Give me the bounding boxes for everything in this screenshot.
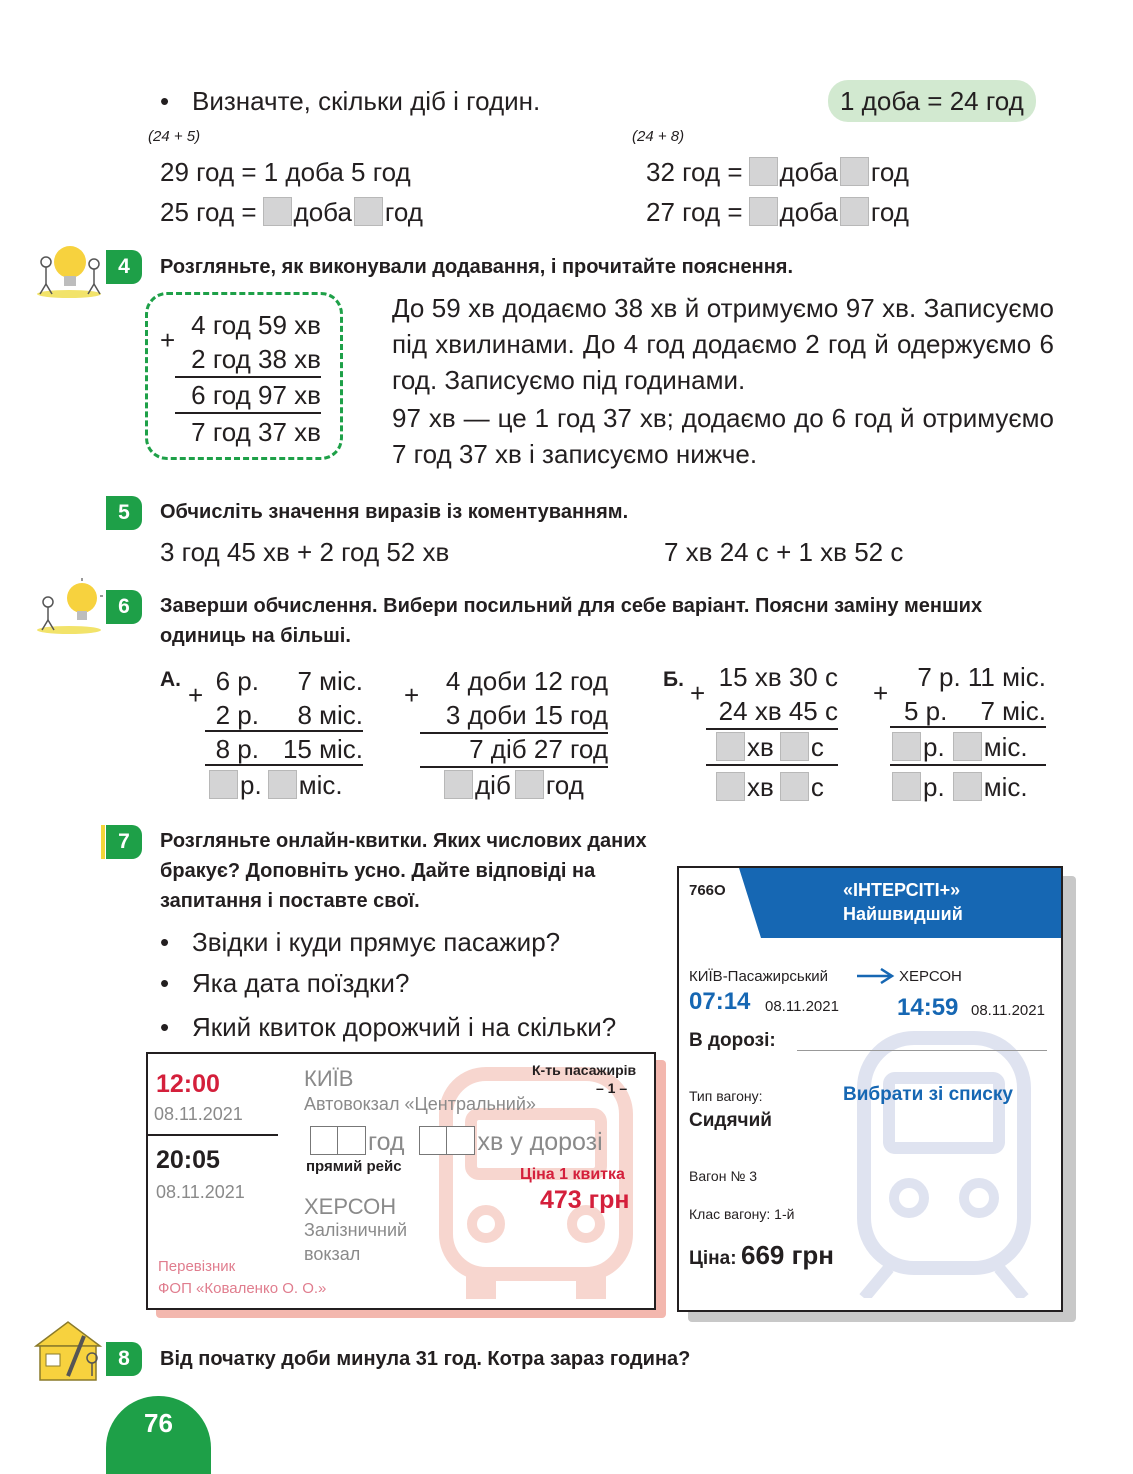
bus-to-station-2: вокзал xyxy=(304,1244,361,1264)
intro-right-line2: 27 год = доба год xyxy=(646,197,909,227)
answer-box[interactable] xyxy=(716,732,745,761)
expression-2: 7 хв 24 с + 1 хв 52 с xyxy=(664,537,904,567)
sum-intermediate: 6 год 97 хв xyxy=(175,378,321,414)
task5-title: Обчисліть значення виразів із коментуванням. xyxy=(160,501,629,523)
bus-ticket xyxy=(146,1052,656,1310)
answer-box[interactable] xyxy=(892,732,921,761)
lightbulb-team-icon xyxy=(34,240,104,303)
train-departure-time: 07:14 xyxy=(689,988,751,1015)
b1-row3: хв с xyxy=(706,730,838,766)
variant-a-label: А. xyxy=(160,668,181,691)
task-number-8: 8 xyxy=(106,1342,142,1376)
intro-instruction: • Визначте, скільки діб і годин. xyxy=(160,84,540,118)
a1-answer: р. міс. xyxy=(207,768,343,802)
answer-box[interactable] xyxy=(716,772,745,801)
task7-title: Розгляньте онлайн-квитки. Яких числових даних бракує? Доповніть усно. Дайте відповіді на запитання і поставте свої. xyxy=(160,830,647,912)
a2-row1: 4 доби 12 год xyxy=(445,666,608,696)
bus-to-city: ХЕРСОН xyxy=(304,1194,397,1219)
task-number-4: 4 xyxy=(106,250,142,284)
answer-box[interactable] xyxy=(444,770,473,799)
b2-row3: р. міс. xyxy=(890,730,1046,766)
addend-1: 4 год 59 хв xyxy=(191,310,321,340)
car-type-label: Тип вагону: xyxy=(689,1088,763,1104)
answer-box[interactable] xyxy=(419,1126,448,1155)
b1-row1: 15 хв 30 с xyxy=(718,662,838,692)
task6-title: Заверши обчислення. Вибери посильний для себе варіант. Поясни заміну менших одиниць на більші. xyxy=(160,595,983,647)
train-arrival-date: 08.11.2021 xyxy=(971,1002,1045,1019)
hint-right: (24 + 8) xyxy=(632,128,685,145)
explanation-1: До 59 хв додаємо 38 хв й отримуємо 97 хв. Записуємо під хвилинами. До 4 год додаємо 2 год й одержуємо 6 год. Записуємо під годинами. xyxy=(392,293,1054,395)
answer-box[interactable] xyxy=(263,197,292,226)
answer-box[interactable] xyxy=(310,1126,339,1155)
b1-row2: 24 хв 45 с xyxy=(706,694,838,730)
answer-box[interactable] xyxy=(780,772,809,801)
b1-answer: хв с xyxy=(706,770,838,804)
b2-row2: 5 р. 7 міс. xyxy=(890,694,1046,728)
plus-sign: + xyxy=(873,678,889,708)
explanation-2: 97 хв — це 1 год 37 хв; додаємо до 6 год й отримуємо 7 год 37 хв і записуємо нижче. xyxy=(392,403,1054,469)
expression-1: 3 год 45 хв + 2 год 52 хв xyxy=(160,537,450,567)
addend-2: 2 год 38 хв xyxy=(175,342,321,378)
answer-box[interactable] xyxy=(446,1126,475,1155)
bus-from-city: КИЇВ xyxy=(304,1066,354,1091)
answer-box[interactable] xyxy=(953,732,982,761)
bus-departure-time: 12:00 xyxy=(156,1070,220,1098)
question-2: • Яка дата поїздки? xyxy=(160,966,409,1000)
answer-box[interactable] xyxy=(209,770,238,799)
a2-row3: 7 діб 27 год xyxy=(420,732,608,768)
travel-duration: год хв у дорозі xyxy=(308,1126,603,1157)
task-number-6: 6 xyxy=(106,590,142,624)
task8-title: Від початку доби минула 31 год. Котра зараз година? xyxy=(160,1348,691,1370)
passengers-label: К-ть пасажирів xyxy=(532,1062,637,1078)
answer-box[interactable] xyxy=(749,197,778,226)
bus-price-label: Ціна 1 квитка xyxy=(520,1166,625,1183)
train-category: Найшвидший xyxy=(843,904,963,924)
passengers-value: – 1 – xyxy=(596,1080,628,1096)
car-number: Вагон № 3 xyxy=(689,1168,758,1184)
car-class: Клас вагону: 1-й xyxy=(689,1206,795,1222)
answer-box[interactable] xyxy=(337,1126,366,1155)
a2-answer: діб год xyxy=(442,768,584,802)
answer-box[interactable] xyxy=(515,770,544,799)
train-icon xyxy=(849,1028,1039,1298)
hint-left: (24 + 5) xyxy=(148,128,201,145)
plus-sign: + xyxy=(188,680,204,710)
intro-right-line1: 32 год = доба год xyxy=(646,157,909,187)
answer-box[interactable] xyxy=(840,157,869,186)
train-departure-date: 08.11.2021 xyxy=(765,998,839,1015)
bus-arrival-time: 20:05 xyxy=(156,1146,220,1174)
plus-sign: + xyxy=(160,325,176,355)
a2-row2: 3 доби 15 год xyxy=(420,698,608,734)
train-arrival-time: 14:59 xyxy=(897,994,959,1021)
intro-left-line2: 25 год = доба год xyxy=(160,197,423,227)
answer-box[interactable] xyxy=(840,197,869,226)
bus-arrival-date: 08.11.2021 xyxy=(156,1182,245,1202)
a1-row2: 2 р. 8 міс. xyxy=(205,698,363,732)
answer-box[interactable] xyxy=(749,157,778,186)
a1-row3: 8 р. 15 міс. xyxy=(205,732,363,766)
plus-sign: + xyxy=(690,678,706,708)
sum-final: 7 год 37 хв xyxy=(191,417,321,447)
house-pencil-icon xyxy=(34,1318,106,1389)
plus-sign: + xyxy=(404,680,420,710)
b2-answer: р. міс. xyxy=(890,770,1046,804)
bus-from-station: Автовокзал «Центральний» xyxy=(304,1094,536,1114)
badge-day-hours: 1 доба = 24 год xyxy=(828,80,1036,122)
page-number: 76 xyxy=(106,1396,211,1474)
lightbulb-idea-icon xyxy=(34,578,104,639)
direct-route: прямий рейс xyxy=(306,1158,402,1175)
train-ticket xyxy=(677,866,1063,1312)
variant-b-label: Б. xyxy=(663,668,684,691)
bus-price: 473 грн xyxy=(540,1186,630,1214)
highlight-bar xyxy=(101,825,105,859)
task4-title: Розгляньте, як виконували додавання, і прочитайте пояснення. xyxy=(160,256,793,278)
train-price: Ціна: 669 грн xyxy=(689,1240,835,1270)
choose-from-list[interactable]: Вибрати зі списку xyxy=(843,1084,1013,1105)
task-number-7: 7 xyxy=(106,825,142,859)
divider xyxy=(148,1134,278,1136)
carrier-label: Перевізник xyxy=(158,1258,236,1275)
on-way-label: В дорозі: xyxy=(689,1030,776,1051)
train-number: 766О xyxy=(689,882,726,899)
b2-row1: 7 р. 11 міс. xyxy=(917,662,1046,692)
car-type: Сидячий xyxy=(689,1110,772,1131)
carrier-name: ФОП «Коваленко О. О.» xyxy=(158,1280,327,1297)
answer-box[interactable] xyxy=(268,770,297,799)
question-1: • Звідки і куди прямує пасажир? xyxy=(160,925,560,959)
intro-left-line1: 29 год = 1 доба 5 год xyxy=(160,157,411,187)
bus-departure-date: 08.11.2021 xyxy=(154,1104,243,1124)
answer-box[interactable] xyxy=(780,732,809,761)
answer-box[interactable] xyxy=(953,772,982,801)
question-3: • Який квиток дорожчий і на скільки? xyxy=(160,1010,616,1044)
bus-to-station-1: Залізничний xyxy=(304,1220,408,1240)
on-way-line[interactable] xyxy=(797,1050,1047,1051)
train-to: ХЕРСОН xyxy=(899,968,962,985)
task-number-5: 5 xyxy=(106,496,142,530)
answer-box[interactable] xyxy=(892,772,921,801)
header-banner xyxy=(739,868,1063,938)
arrow-right-icon xyxy=(857,968,895,989)
answer-box[interactable] xyxy=(354,197,383,226)
train-from: КИЇВ-Пасажирський xyxy=(689,968,829,985)
train-name: «ІНТЕРСІТІ+» xyxy=(843,880,961,900)
